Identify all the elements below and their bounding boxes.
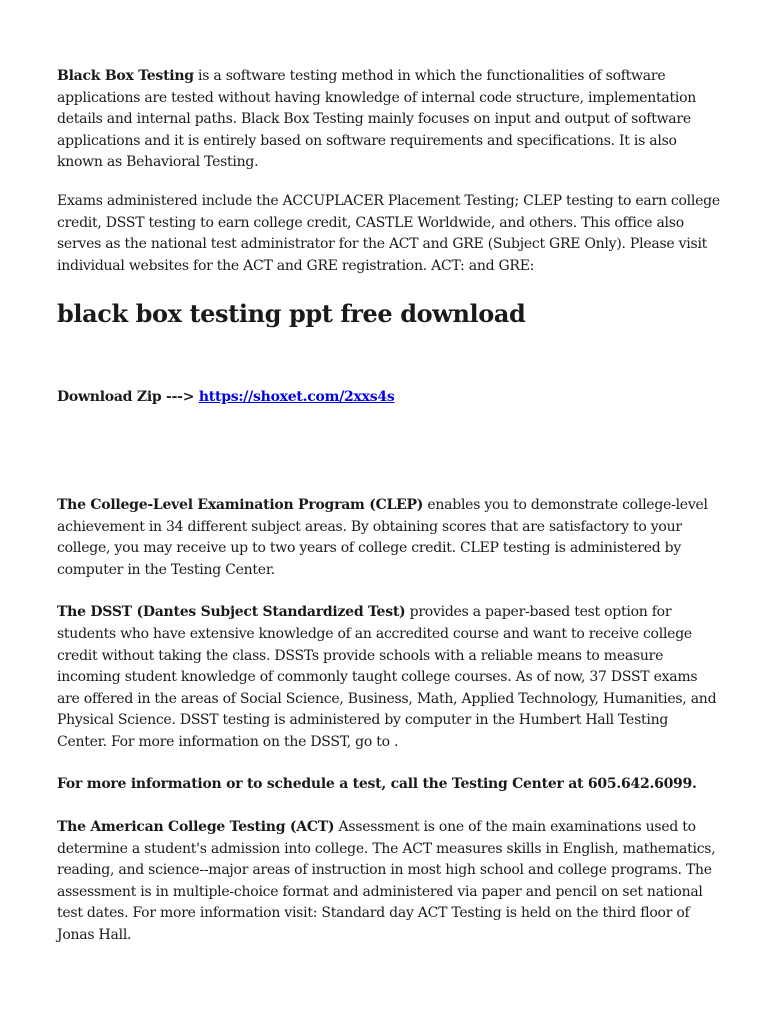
act-bold-lead: The American College Testing (ACT) xyxy=(57,819,335,836)
download-link[interactable]: https://shoxet.com/2xxs4s xyxy=(198,389,395,406)
exams-paragraph: Exams administered include the ACCUPLACER Placement Testing; CLEP testing to earn college credit, DSST testing to earn college credit, CASTLE Worldwide, and others. This office also serves as the national test administrator for the ACT and GRE (Subject GRE Only). Please visit individual websites for the ACT and GRE registration. ACT: and GRE: xyxy=(57,192,720,274)
intro-text: is a software testing method in which the functionalities of software applications are tested without having knowledge of internal code structure, implementation details and internal paths. Black Box Testing mainly focuses on input and output of software applications and it is entirely based on software requirements and specifications. It is also known as Behavioral Testing. xyxy=(57,68,697,171)
intro-paragraph xyxy=(57,66,720,174)
clep-paragraph xyxy=(57,495,720,581)
download-label: Download Zip ---> xyxy=(57,389,195,406)
intro-bold-lead: Black Box Testing xyxy=(57,68,194,84)
clep-text: enables you to demonstrate college-level achievement in 34 different subject areas. By obtaining scores that are satisfactory to your college, you may receive up to two years of college credit. CLEP testing is administered by computer in the Testing Center. xyxy=(57,496,708,578)
dsst-bold-lead: The DSST (Dantes Subject Standardized Test) xyxy=(57,604,406,621)
dsst-paragraph xyxy=(57,602,720,753)
page-heading: black box testing ppt free download xyxy=(57,299,526,329)
dsst-text: provides a paper-based test option for students who have extensive knowledge of an accredited course and want to receive college credit without taking the class. DSSTs provide schools with a reliable means to measure incoming student knowledge of commonly taught college courses. As of now, 37 DSST exams are offered in the areas of Social Science, Business, Math, Applied Technology, Humanities, and Physical Science. DSST testing is administered by computer in the Humbert Hall Testing Center. For more information on the DSST, go to . xyxy=(57,604,717,750)
download-line xyxy=(57,387,720,409)
act-paragraph xyxy=(57,817,720,947)
contact-line: For more information or to schedule a test, call the Testing Center at 605.642.6099. xyxy=(57,776,697,793)
clep-bold-lead: The College-Level Examination Program (CLEP) xyxy=(57,496,424,513)
act-text: Assessment is one of the main examinations used to determine a student's admission into college. The ACT measures skills in English, mathematics, reading, and science--major areas of instruction in most high school and college programs. The assessment is in multiple-choice format and administered via paper and pencil on set national test dates. For more information visit: Standard day ACT Testing is held on the third floor of Jonas Hall. xyxy=(57,819,716,944)
